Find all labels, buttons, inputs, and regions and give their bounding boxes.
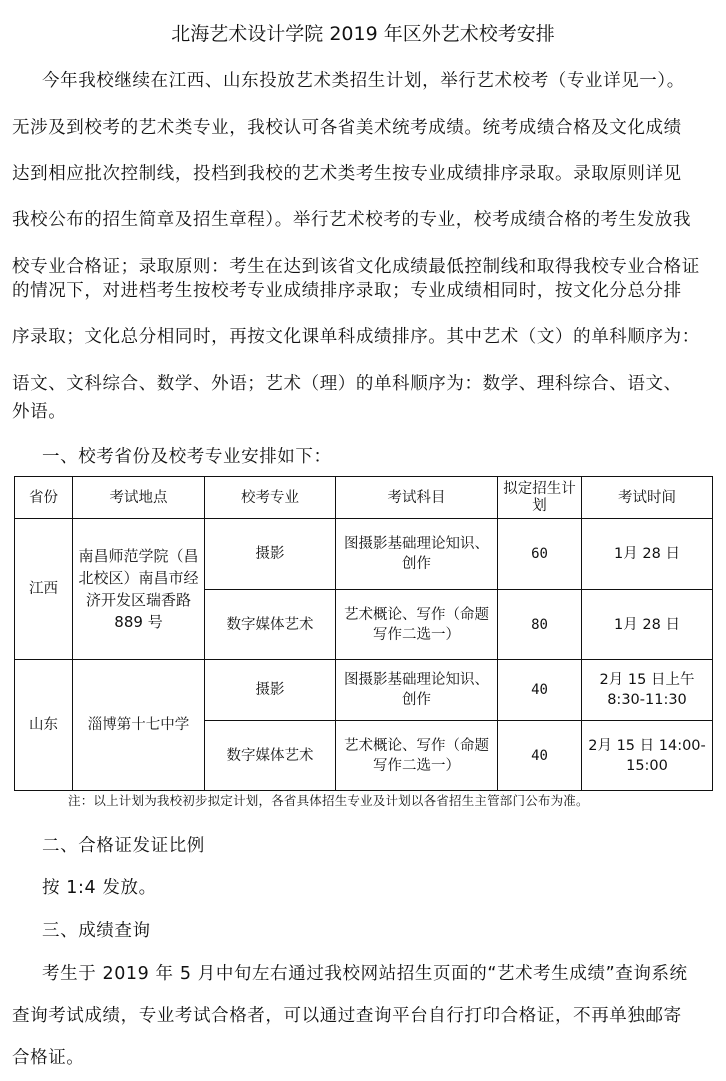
cell-major: 数字媒体艺术 bbox=[205, 590, 336, 660]
cell-major: 数字媒体艺术 bbox=[205, 721, 336, 791]
intro-line: 校专业合格证；录取原则：考生在达到该省文化成绩最低控制线和取得我校专业合格证 bbox=[12, 257, 700, 277]
cell-major: 摄影 bbox=[205, 519, 336, 590]
header-province: 省份 bbox=[15, 477, 73, 519]
intro-line: 今年我校继续在江西、山东投放艺术类招生计划，举行艺术校考（专业详见一）。 bbox=[42, 71, 685, 91]
cell-time: 2月 15 日上午 8:30-11:30 bbox=[582, 660, 713, 721]
cell-subjects: 图摄影基础理论知识、创作 bbox=[336, 519, 498, 590]
header-time: 考试时间 bbox=[582, 477, 713, 519]
cell-time: 1月 28 日 bbox=[582, 519, 713, 590]
intro-line: 外语。 bbox=[12, 402, 67, 422]
intro-line: 达到相应批次控制线，投档到我校的艺术类考生按专业成绩排序录取。录取原则详见 bbox=[12, 164, 682, 184]
section2-heading: 二、合格证发证比例 bbox=[42, 836, 205, 856]
cell-plan: 40 bbox=[498, 721, 582, 791]
section2-body: 按 1:4 发放。 bbox=[42, 878, 157, 898]
table-header-row bbox=[15, 477, 713, 519]
cell-plan: 40 bbox=[498, 660, 582, 721]
intro-line: 无涉及到校考的艺术类专业，我校认可各省美术统考成绩。统考成绩合格及文化成绩 bbox=[12, 118, 682, 138]
intro-line: 我校公布的招生简章及招生章程）。举行艺术校考的专业，校考成绩合格的考生发放我 bbox=[12, 210, 692, 230]
page-title: 北海艺术设计学院 2019 年区外艺术校考安排 bbox=[171, 23, 555, 45]
cell-location: 南昌师范学院（昌北校区）南昌市经济开发区瑞香路 889 号 bbox=[73, 519, 205, 660]
cell-plan: 60 bbox=[498, 519, 582, 590]
section3-line: 考生于 2019 年 5 月中旬左右通过我校网站招生页面的“艺术考生成绩”查询系统 bbox=[42, 964, 688, 984]
cell-subjects: 艺术概论、写作（命题写作二选一） bbox=[336, 590, 498, 660]
cell-major: 摄影 bbox=[205, 660, 336, 721]
section3-line: 合格证。 bbox=[12, 1048, 85, 1068]
intro-line: 序录取；文化总分相同时，再按文化课单科成绩排序。其中艺术（文）的单科顺序为： bbox=[12, 327, 700, 347]
cell-time: 2月 15 日 14:00-15:00 bbox=[582, 721, 713, 791]
header-plan: 拟定招生计划 bbox=[498, 477, 582, 519]
cell-subjects: 艺术概论、写作（命题写作二选一） bbox=[336, 721, 498, 791]
table-row bbox=[15, 660, 713, 721]
intro-line: 语文、文科综合、数学、外语；艺术（理）的单科顺序为：数学、理科综合、语文、 bbox=[12, 374, 682, 394]
cell-province: 江西 bbox=[15, 519, 73, 660]
section3-heading: 三、成绩查询 bbox=[42, 921, 151, 941]
header-major: 校考专业 bbox=[205, 477, 336, 519]
cell-time: 1月 28 日 bbox=[582, 590, 713, 660]
intro-line: 的情况下，对进档考生按校考专业成绩排序录取；专业成绩相同时，按文化分总分排 bbox=[12, 281, 682, 301]
cell-location: 淄博第十七中学 bbox=[73, 660, 205, 791]
header-location: 考试地点 bbox=[73, 477, 205, 519]
cell-subjects: 图摄影基础理论知识、创作 bbox=[336, 660, 498, 721]
section1-heading: 一、校考省份及校考专业安排如下： bbox=[42, 447, 332, 467]
cell-plan: 80 bbox=[498, 590, 582, 660]
table-row bbox=[15, 519, 713, 590]
table-note: 注：以上计划为我校初步拟定计划，各省具体招生专业及计划以各省招生主管部门公布为准。 bbox=[68, 793, 589, 808]
section3-line: 查询考试成绩，专业考试合格者，可以通过查询平台自行打印合格证，不再单独邮寄 bbox=[12, 1006, 682, 1026]
cell-province: 山东 bbox=[15, 660, 73, 791]
header-subjects: 考试科目 bbox=[336, 477, 498, 519]
exam-schedule-table bbox=[14, 476, 713, 791]
